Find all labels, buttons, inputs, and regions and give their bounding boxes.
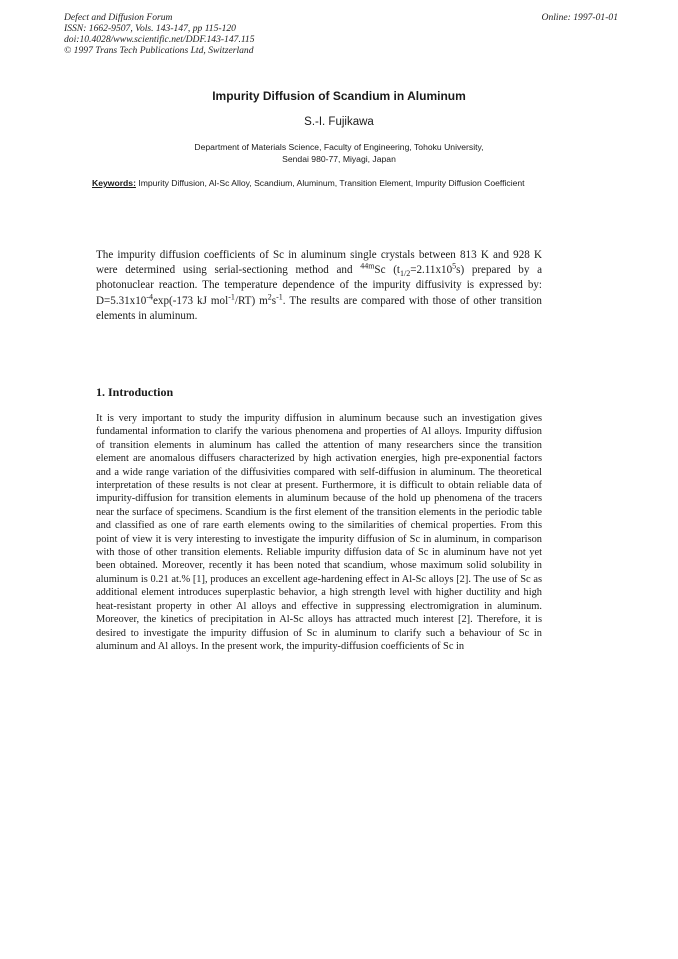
affiliation: [0, 141, 678, 165]
mol-exponent: -1: [228, 291, 235, 301]
abstract-text: =2.11x10: [410, 264, 453, 277]
doi-line: doi:10.4028/www.scientific.net/DDF.143-147.115: [64, 34, 255, 45]
isotope-symbol: Sc: [374, 264, 386, 277]
affiliation-line-2: Sendai 980-77, Miyagi, Japan: [282, 154, 396, 164]
section-heading: 1. Introduction: [96, 385, 174, 399]
publication-info: [64, 12, 255, 56]
abstract-text: The impurity diffusion coefficients of Sc in aluminum single crystals between 813 K and 928 K were determined using serial-sectioning method and: [96, 249, 542, 277]
abstract-text: exp(-173 kJ mol: [153, 294, 229, 307]
half-life-subscript: 1/2: [399, 269, 411, 279]
introduction-paragraph: It is very important to study the impurity diffusion in aluminum because such an investigation gives fundamental information to clarify the various phenomena and properties of Al alloys. Impurity diffusion of transition elements in aluminum has called the attention of many researchers since the transition element are anomalous diffusers characterized by high activation energies, high pre-exponential factors and a wide range variation of the diffusivities compared with self-diffusion in aluminum. The theoretical interpretation of these results is not clear at present. Furthermore, it is difficult to obtain reliable data of impurity-diffusion for transition elements in aluminum because of the hold up phenomena of the tracers near the surface of specimens. Scandium is the first element of the transition elements in the periodic table and classified as one of rare earth elements owing to the similarities of chemical properties. From this point of view it is very interesting to investigate the impurity diffusion of Sc in aluminum, in comparison with those of other transition elements. Reliable impurity diffusion data of Sc in aluminum have not yet been obtained. Moreover, recently it has been noted that scandium, whose maximum solid solubility in aluminum is 0.21 at.% [1], produces an excellent age-hardening effect in Al-Sc alloys [2]. The use of Sc as additional element introduces superplastic behavior, a high strength level with higher ductility and high heat-resistant property in other Al alloys and effective in suppressing electromigration in aluminum. Moreover, the kinetics of precipitation in Al-Sc alloys has attracted much interest [2]. Therefore, it is desired to investigate the impurity diffusion of Sc in aluminum to clarify such a behaviour of Sc in aluminum and Al alloys. In the present work, the impurity-diffusion coefficients of Sc in: [96, 413, 542, 652]
journal-name: Defect and Diffusion Forum: [64, 12, 173, 23]
keywords-label: Keywords:: [92, 178, 136, 188]
keywords-block: [92, 177, 544, 189]
meter-exponent: 2: [267, 291, 272, 301]
isotope-mass: 44m: [360, 261, 375, 271]
paper-author: S.-I. Fujikawa: [304, 116, 374, 128]
abstract-text: /RT) m: [234, 294, 268, 307]
paper-title: Impurity Diffusion of Scandium in Aluminum: [212, 89, 466, 103]
abstract-text: (t: [385, 264, 400, 277]
keywords-text: Impurity Diffusion, Al-Sc Alloy, Scandium, Aluminum, Transition Element, Impurity Diffusion Coefficient: [138, 178, 525, 188]
online-date: Online: 1997-01-01: [541, 12, 618, 23]
abstract-paragraph: [96, 248, 542, 324]
half-life-exponent: 5: [452, 261, 457, 271]
second-exponent: -1: [276, 291, 283, 301]
abstract-text: s: [271, 294, 277, 307]
affiliation-line-1: Department of Materials Science, Faculty of Engineering, Tohoku University,: [194, 142, 484, 152]
prefactor-exponent: -4: [146, 291, 153, 301]
abstract-text: . The results are compared with those of other transition elements in aluminum.: [96, 294, 542, 322]
abstract-text: s) prepared by a photonuclear reaction. The temperature dependence of the impurity diffusivity is expressed by: D=5.31x10: [96, 264, 542, 307]
copyright-line: © 1997 Trans Tech Publications Ltd, Switzerland: [64, 45, 254, 56]
issn-line: ISSN: 1662-9507, Vols. 143-147, pp 115-120: [64, 23, 236, 34]
